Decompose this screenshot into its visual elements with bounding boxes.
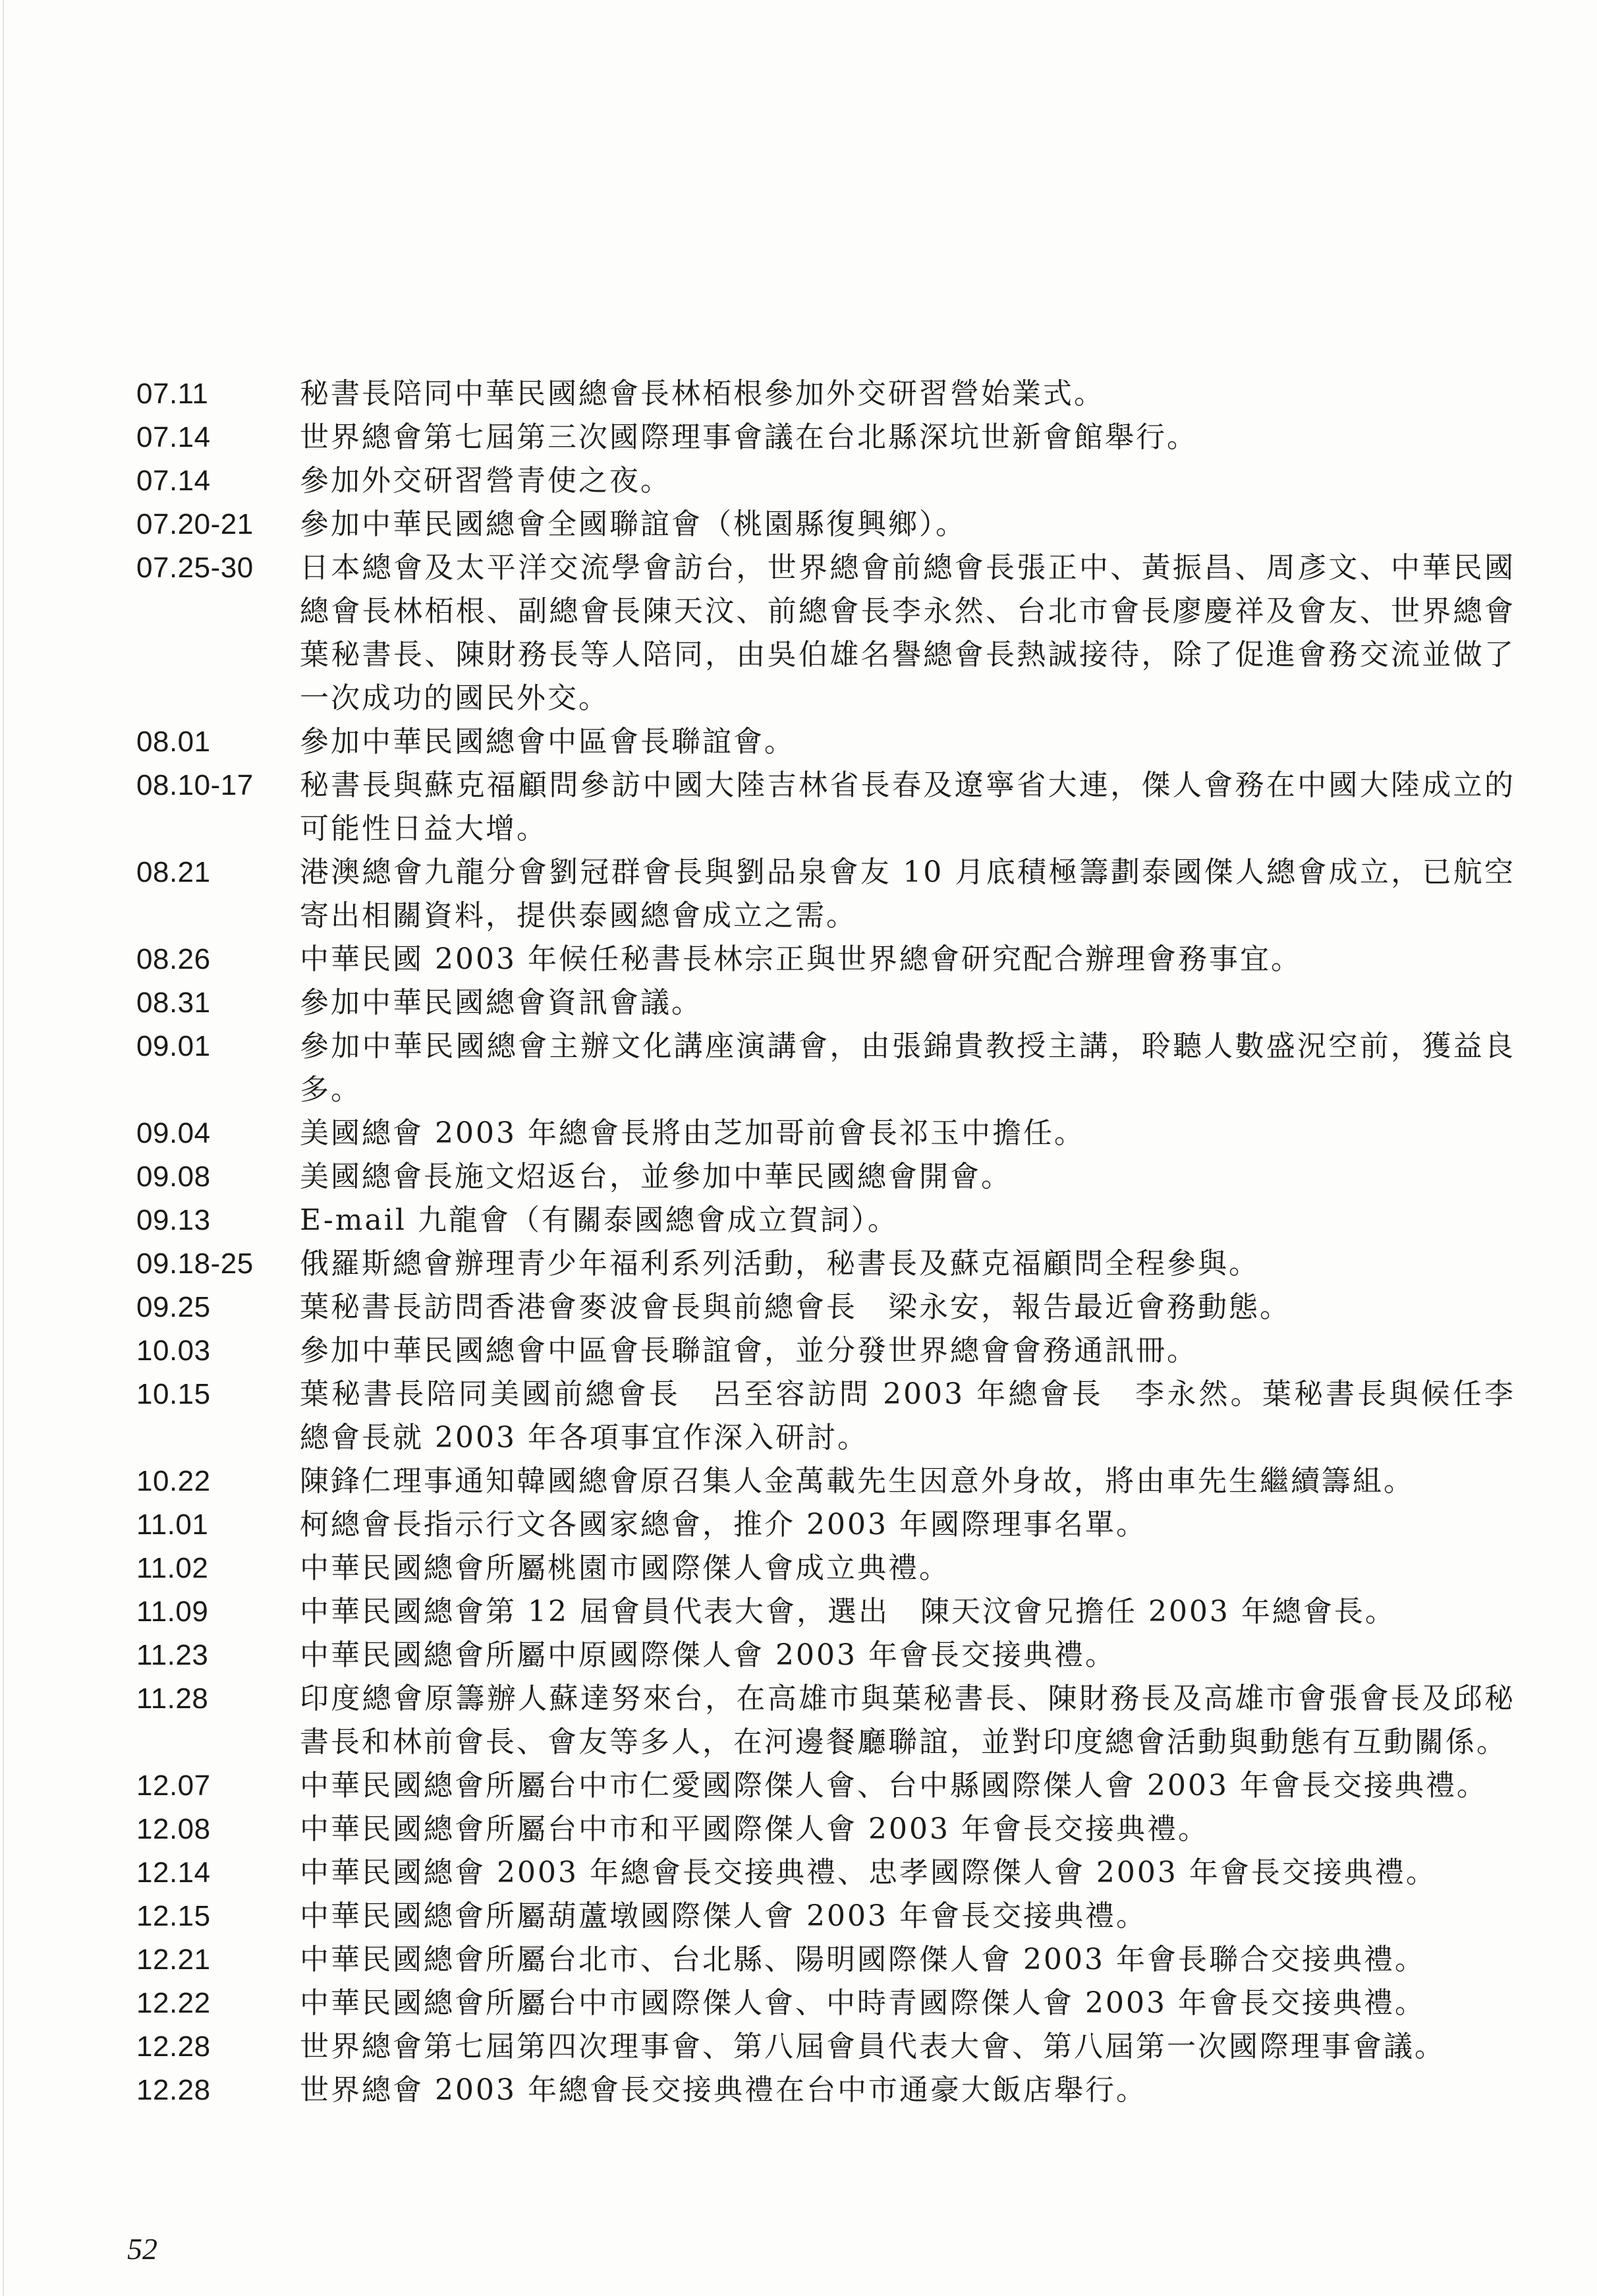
entry [0,503,1597,546]
entry [0,1329,1597,1373]
entry-text: 秘書長與蘇克福顧問參訪中國大陸吉林省長春及遼寧省大連，傑人會務在中國大陸成立的可能性日益大增。 [300,768,1515,846]
entry [0,851,1597,938]
entry-date: 12.14 [136,1856,211,1889]
entry-date: 12.15 [136,1900,211,1932]
entry-text: 中華民國總會所屬台中市仁愛國際傑人會、台中縣國際傑人會 2003 年會長交接典禮。 [300,1769,1488,1802]
entry [0,1025,1597,1112]
entry [0,459,1597,503]
entry [0,1460,1597,1503]
entry [0,1677,1597,1764]
entry [0,764,1597,851]
entry-date: 11.09 [136,1595,209,1628]
entry-text: 印度總會原籌辦人蘇達努來台，在高雄市與葉秘書長、陳財務長及高雄市會張會長及邱秘書長和林前會長、會友等多人，在河邊餐廳聯誼，並對印度總會活動與動態有互動關係。 [300,1682,1515,1759]
entry-text: 中華民國總會所屬中原國際傑人會 2003 年會長交接典禮。 [300,1638,1116,1672]
entry-date: 09.18-25 [136,1248,254,1280]
entry-text: 世界總會第七屆第四次理事會、第八屆會員代表大會、第八屆第一次國際理事會議。 [300,2030,1445,2063]
entry-text: 中華民國總會 2003 年總會長交接典禮、忠孝國際傑人會 2003 年會長交接典禮。 [300,1856,1437,1889]
entry-text: 世界總會第七屆第三次國際理事會議在台北縣深坑世新會館舉行。 [300,420,1198,454]
entry [0,1503,1597,1547]
entry [0,1808,1597,1851]
entry-date: 07.20-21 [136,508,254,540]
entry-date: 07.14 [136,421,211,453]
entry-text: 中華民國 2003 年候任秘書長林宗正與世界總會研究配合辦理會務事宜。 [300,942,1302,976]
entry-text: 參加外交研習營青使之夜。 [300,464,671,498]
entry [0,1764,1597,1808]
entry-text: E-mail 九龍會（有關泰國總會成立賀詞）。 [300,1203,899,1237]
entry [0,416,1597,459]
entry-text: 柯總會長指示行文各國家總會，推介 2003 年國際理事名單。 [300,1508,1147,1541]
entry [0,720,1597,764]
entry-date: 08.21 [136,856,211,888]
entry-date: 07.25-30 [136,552,254,584]
entry [0,2025,1597,2069]
entry [0,1590,1597,1634]
entry-text: 世界總會 2003 年總會長交接典禮在台中市通豪大飯店舉行。 [300,2073,1147,2107]
entry [0,1895,1597,1938]
entry [0,1547,1597,1590]
entry-date: 09.25 [136,1291,211,1323]
entry [0,938,1597,981]
entry-date: 12.07 [136,1769,211,1802]
entry-text: 中華民國總會所屬台北市、台北縣、陽明國際傑人會 2003 年會長聯合交接典禮。 [300,1943,1426,1976]
entry [0,1112,1597,1155]
entry-date: 08.01 [136,726,211,758]
entry-date: 10.22 [136,1465,211,1497]
entry-date: 08.10-17 [136,769,254,801]
entry-text: 中華民國總會所屬台中市和平國際傑人會 2003 年會長交接典禮。 [300,1812,1209,1846]
entry [0,1199,1597,1242]
entry [0,1155,1597,1199]
entry-date: 12.28 [136,2030,211,2063]
entry-text: 葉秘書長陪同美國前總會長 呂至容訪問 2003 年總會長 李永然。葉秘書長與候任李總會長就 2003 年各項事宜作深入研討。 [300,1377,1515,1454]
entry-date: 12.22 [136,1987,211,2019]
entry [0,1286,1597,1329]
entry-text: 參加中華民國總會中區會長聯誼會。 [300,725,795,759]
entry [0,1373,1597,1460]
entry [0,1634,1597,1677]
entry-date: 12.28 [136,2074,211,2106]
entry-text: 美國總會長施文炤返台，並參加中華民國總會開會。 [300,1160,1012,1193]
entry-text: 俄羅斯總會辦理青少年福利系列活動，秘書長及蘇克福顧問全程參與。 [300,1247,1260,1280]
entry-date: 09.04 [136,1117,211,1149]
entry-text: 中華民國總會所屬桃園市國際傑人會成立典禮。 [300,1551,950,1585]
entry-date: 07.11 [136,378,209,410]
entry-text: 中華民國總會第 12 屆會員代表大會，選出 陳天汶會兄擔任 2003 年總會長。 [300,1595,1396,1628]
entry-date: 10.03 [136,1335,211,1367]
entry [0,1851,1597,1895]
entry-text: 港澳總會九龍分會劉冠群會長與劉品泉會友 10 月底積極籌劃泰國傑人總會成立，已航空寄出相關資料，提供泰國總會成立之需。 [300,855,1515,933]
entry-text: 中華民國總會所屬台中市國際傑人會、中時青國際傑人會 2003 年會長交接典禮。 [300,1986,1426,2020]
entry-date: 09.01 [136,1030,211,1062]
entry [0,2069,1597,2112]
entry [0,1938,1597,1982]
entry [0,1982,1597,2025]
entry-text: 秘書長陪同中華民國總會長林栢根參加外交研習營始業式。 [300,377,1105,411]
chronology-list [0,372,1597,2112]
entry-date: 09.13 [136,1204,211,1236]
entry-date: 08.26 [136,943,211,975]
entry-date: 12.21 [136,1943,211,1976]
entry-text: 參加中華民國總會全國聯誼會（桃園縣復興鄉）。 [300,507,967,541]
entry-text: 中華民國總會所屬葫蘆墩國際傑人會 2003 年會長交接典禮。 [300,1899,1147,1933]
entry-text: 葉秘書長訪問香港會麥波會長與前總會長 梁永安，報告最近會務動態。 [300,1290,1291,1324]
entry [0,981,1597,1025]
entry-date: 07.14 [136,465,211,497]
entry-text: 美國總會 2003 年總會長將由芝加哥前會長祁玉中擔任。 [300,1116,1085,1150]
entry [0,1242,1597,1286]
entry-text: 參加中華民國總會資訊會議。 [300,986,702,1019]
entry-date: 11.23 [136,1639,209,1671]
entry-text: 陳鋒仁理事通知韓國總會原召集人金萬載先生因意外身故，將由車先生繼續籌組。 [300,1464,1415,1498]
entry-text: 日本總會及太平洋交流學會訪台，世界總會前總會長張正中、黃振昌、周彥文、中華民國總會長林栢根、副總會長陳天汶、前總會長李永然、台北市會長廖慶祥及會友、世界總會葉秘書長、陳財務長等人陪同，由吳伯雄名譽總會長熱誠接待，除了促進會務交流並做了一次成功的國民外交。 [300,551,1515,715]
entry-text: 參加中華民國總會中區會長聯誼會，並分發世界總會會務通訊冊。 [300,1334,1198,1367]
entry [0,372,1597,416]
entry-date: 08.31 [136,987,211,1019]
entry-text: 參加中華民國總會主辦文化講座演講會，由張錦貴教授主講，聆聽人數盛況空前，獲益良多。 [300,1029,1515,1106]
entry-date: 09.08 [136,1161,211,1193]
page-number: 52 [127,2232,157,2266]
entry-date: 11.28 [136,1682,209,1715]
entry-date: 11.02 [136,1552,209,1584]
entry-date: 12.08 [136,1813,211,1845]
entry-date: 10.15 [136,1378,211,1410]
entry [0,546,1597,720]
entry-date: 11.01 [136,1508,209,1541]
